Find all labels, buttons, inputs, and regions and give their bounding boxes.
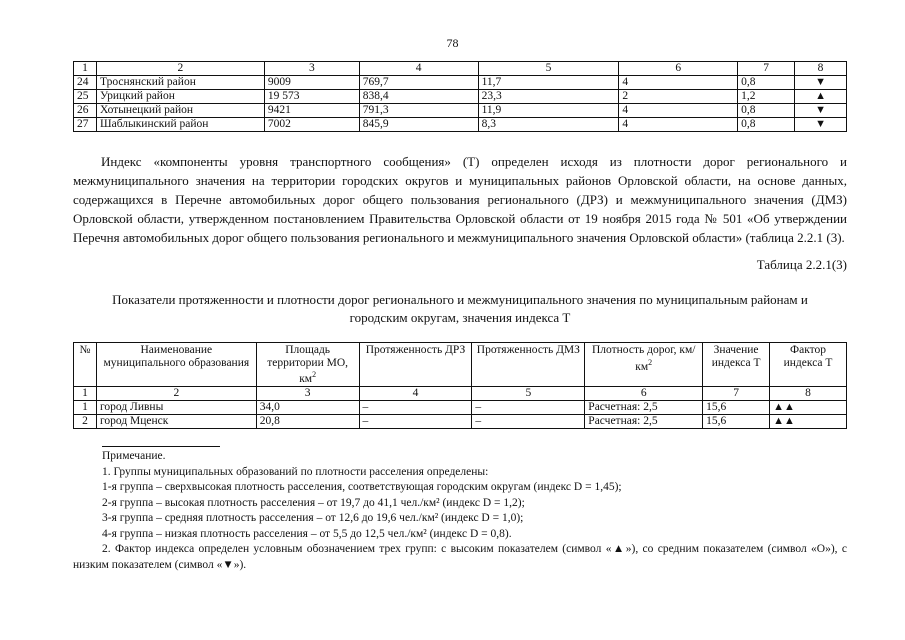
table-cell: 9421 [264,104,359,118]
table-cell: Расчетная: 2,5 [585,401,703,415]
table-cell: 15,6 [703,401,770,415]
table-cell: 838,4 [359,90,478,104]
column-number: 2 [96,62,264,76]
note-line: 1-я группа – сверхвысокая плотность расселения, соответствующая городским округам (индекс D = 1,45); [102,481,622,493]
footnote-divider [102,446,220,447]
table-cell: 23,3 [478,90,619,104]
table-cell: 4 [619,104,738,118]
table-row [74,415,847,429]
table-row [74,118,847,132]
table-cell: 1,2 [738,90,795,104]
district-name: Троснянский район [96,76,264,90]
column-number: 3 [264,62,359,76]
table-cell: 845,9 [359,118,478,132]
body-paragraph: Индекс «компоненты уровня транспортного сообщения» (Т) определен исходя из плотности дорог регионального и межмуниципального значения на территории городских округов и муниципальных районов Орловской области, на основе данных, содержащихся в Перечне автомобильных дорог общего пользования регионального (ДРЗ) и межмуниципального значения (ДМЗ) Орловской области, утвержденном постановлением Правительства Орловской области от 19 ноября 2015 года № 501 «Об утверждении Перечня автомобильных дорог общего пользования регионального и межмуниципального значения Орловской области» (таблица 2.2.1 (3). [73,154,847,245]
municipality-name: город Ливны [96,401,256,415]
table-cell: 769,7 [359,76,478,90]
table-row [74,90,847,104]
column-number: 8 [770,387,847,401]
header-area-text: Площадь территории МО, км [267,344,348,385]
row-number: 27 [74,118,97,132]
table-title: Показатели протяженности и плотности дорог регионального и межмуниципального значения по муниципальным районам и городским округам, значения индекса Т [112,292,808,325]
table-cell: 19 573 [264,90,359,104]
row-number: 25 [74,90,97,104]
table-cell: 20,8 [256,415,359,429]
note-line: 4-я группа – низкая плотность расселения – от 5,5 до 12,5 чел./км² (индекс D = 0,8). [102,527,512,540]
table-cell: 0,8 [738,76,795,90]
column-number: 5 [472,387,585,401]
factor-symbol: ▼ [795,76,847,90]
table-row [74,104,847,118]
table-cell: 7002 [264,118,359,132]
table-cell: – [359,415,472,429]
header-municipality-text: Наименование муниципального образования [103,344,250,369]
header-dmz: Протяженность ДМЗ [472,343,585,387]
table-cell: 15,6 [703,415,770,429]
table-cell: – [472,415,585,429]
note-line: 2. Фактор индекса определен условным обозначением трех групп: с высоким показателем (символ «▲»), со средним показателем (символ «О»), с низким показателем (символ «▼»). [73,543,847,571]
column-number: 4 [359,387,472,401]
table-cell: 0,8 [738,118,795,132]
header-density-text: Плотность дорог, км/км [591,344,696,373]
factor-symbol: ▼ [795,104,847,118]
table-header-row [74,343,847,387]
factor-symbol: ▲ [795,90,847,104]
header-drz: Протяженность ДРЗ [359,343,472,387]
row-number: 2 [74,415,97,429]
column-number: 1 [74,387,97,401]
column-number: 6 [619,62,738,76]
column-number: 7 [738,62,795,76]
table-cell: 8,3 [478,118,619,132]
table-row [74,76,847,90]
page-number: 78 [446,36,459,50]
note-line: 1. Группы муниципальных образований по плотности расселения определены: [102,465,489,478]
table-caption: Таблица 2.2.1(3) [756,257,847,272]
factor-symbol: ▲▲ [770,401,847,415]
table-cell: Расчетная: 2,5 [585,415,703,429]
header-density [585,343,703,387]
header-index-value: Значение индекса Т [703,343,770,387]
notes-section [73,449,847,573]
header-area-sup: 2 [312,370,317,379]
notes-heading: Примечание. [102,450,166,462]
header-municipality [96,343,256,387]
header-index-factor: Фактор индекса Т [770,343,847,387]
column-number: 7 [703,387,770,401]
road-density-table [73,342,847,429]
table-cell: 9009 [264,76,359,90]
row-number: 1 [74,401,97,415]
table-cell: 34,0 [256,401,359,415]
table-cell: 0,8 [738,104,795,118]
row-number: 26 [74,104,97,118]
district-name: Хотынецкий район [96,104,264,118]
header-area [256,343,359,387]
header-number: № [74,343,97,387]
column-number: 6 [585,387,703,401]
table-cell: 791,3 [359,104,478,118]
table-cell: – [359,401,472,415]
column-number-row [74,387,847,401]
table-cell: 4 [619,118,738,132]
column-number: 3 [256,387,359,401]
note-line: 2-я группа – высокая плотность расселения – от 19,7 до 41,1 чел./км² (индекс D = 1,2); [102,496,525,509]
column-number: 5 [478,62,619,76]
note-line: 3-я группа – средняя плотность расселения – от 12,6 до 19,6 чел./км² (индекс D = 1,0); [102,512,524,524]
column-number: 1 [74,62,97,76]
district-name: Урицкий район [96,90,264,104]
table-cell: 4 [619,76,738,90]
table-header-row [74,62,847,76]
table-cell: 2 [619,90,738,104]
column-number: 8 [795,62,847,76]
column-number: 2 [96,387,256,401]
municipality-name: город Мценск [96,415,256,429]
factor-symbol: ▲▲ [770,415,847,429]
district-name: Шаблыкинский район [96,118,264,132]
factor-symbol: ▼ [795,118,847,132]
continued-table [73,61,847,132]
table-cell: 11,9 [478,104,619,118]
column-number: 4 [359,62,478,76]
row-number: 24 [74,76,97,90]
header-density-sup: 2 [648,357,653,367]
table-row [74,401,847,415]
table-cell: – [472,401,585,415]
table-cell: 11,7 [478,76,619,90]
